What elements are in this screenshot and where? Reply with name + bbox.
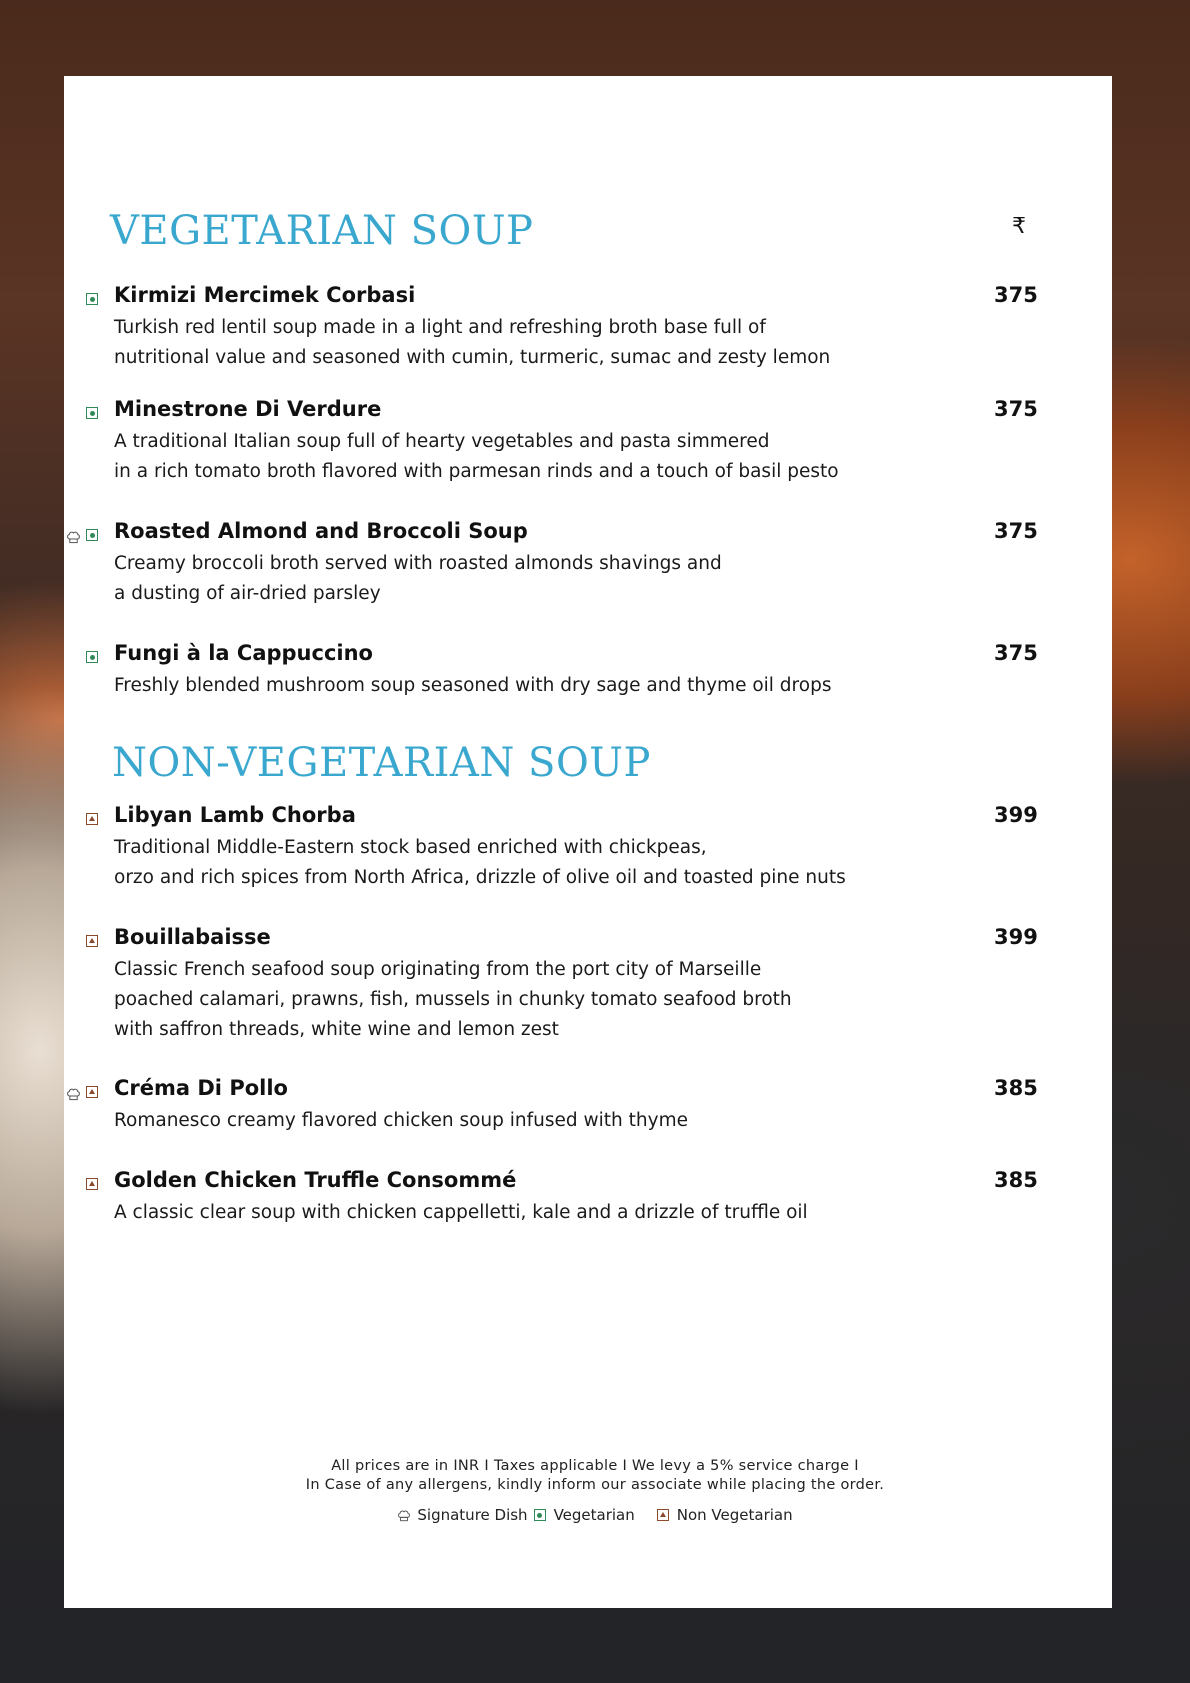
item-description: Freshly blended mushroom soup seasoned with dry sage and thyme oil drops <box>114 675 832 696</box>
item-name: Fungi à la Cappuccino <box>114 641 373 665</box>
item-price: 375 <box>994 519 1038 543</box>
item-description: Classic French seafood soup originating from the port city of Marseille poached calamari, prawns, fish, mussels in chunky tomato seafood broth with saffron threads, white wine and lemon zest <box>114 959 792 1040</box>
item-description: Traditional Middle-Eastern stock based enriched with chickpeas, orzo and rich spices from North Africa, drizzle of olive oil and toasted pine nuts <box>114 837 846 888</box>
item-description: A classic clear soup with chicken cappelletti, kale and a drizzle of truffle oil <box>114 1202 808 1223</box>
nonveg-mark-icon <box>86 1178 98 1190</box>
item-price: 385 <box>994 1168 1038 1192</box>
footer-note-line2: In Case of any allergens, kindly inform our associate while placing the order. <box>305 1477 885 1493</box>
item-description: Romanesco creamy flavored chicken soup infused with thyme <box>114 1110 688 1131</box>
legend <box>0 1506 1190 1524</box>
legend-signature-label: Signature Dish <box>417 1506 528 1524</box>
legend-veg-label: Vegetarian <box>553 1506 635 1524</box>
item-price: 399 <box>994 803 1038 827</box>
item-name: Libyan Lamb Chorba <box>114 803 356 827</box>
item-description: A traditional Italian soup full of hearty vegetables and pasta simmered in a rich tomato broth flavored with parmesan rinds and a touch of basil pesto <box>114 431 839 482</box>
veg-mark-icon <box>86 293 98 305</box>
chef-hat-icon <box>66 1087 81 1101</box>
item-name: Minestrone Di Verdure <box>114 397 382 421</box>
veg-mark-icon <box>534 1509 546 1521</box>
item-description: Turkish red lentil soup made in a light and refreshing broth base full of nutritional value and seasoned with cumin, turmeric, sumac and zesty lemon <box>114 317 831 368</box>
veg-mark-icon <box>86 529 98 541</box>
legend-nonveg-label: Non Vegetarian <box>676 1506 793 1524</box>
item-name: Bouillabaisse <box>114 925 271 949</box>
section-title-vegetarian: VEGETARIAN SOUP <box>110 208 534 254</box>
item-price: 375 <box>994 397 1038 421</box>
section-title-non-vegetarian: NON-VEGETARIAN SOUP <box>112 740 651 786</box>
footer-note-line1: All prices are in INR I Taxes applicable I We levy a 5% service charge I <box>331 1458 859 1474</box>
nonveg-mark-icon <box>86 935 98 947</box>
nonveg-mark-icon <box>657 1509 669 1521</box>
item-price: 385 <box>994 1076 1038 1100</box>
chef-hat-icon <box>66 530 81 544</box>
nonveg-mark-icon <box>86 1086 98 1098</box>
veg-mark-icon <box>86 407 98 419</box>
nonveg-mark-icon <box>86 813 98 825</box>
chef-hat-icon <box>397 1509 411 1522</box>
item-name: Golden Chicken Truffle Consommé <box>114 1168 517 1192</box>
currency-symbol: ₹ <box>1012 214 1026 239</box>
item-name: Kirmizi Mercimek Corbasi <box>114 283 416 307</box>
item-price: 399 <box>994 925 1038 949</box>
item-description: Creamy broccoli broth served with roasted almonds shavings and a dusting of air-dried parsley <box>114 553 722 604</box>
veg-mark-icon <box>86 651 98 663</box>
item-price: 375 <box>994 641 1038 665</box>
item-name: Créma Di Pollo <box>114 1076 288 1100</box>
item-name: Roasted Almond and Broccoli Soup <box>114 519 528 543</box>
item-price: 375 <box>994 283 1038 307</box>
